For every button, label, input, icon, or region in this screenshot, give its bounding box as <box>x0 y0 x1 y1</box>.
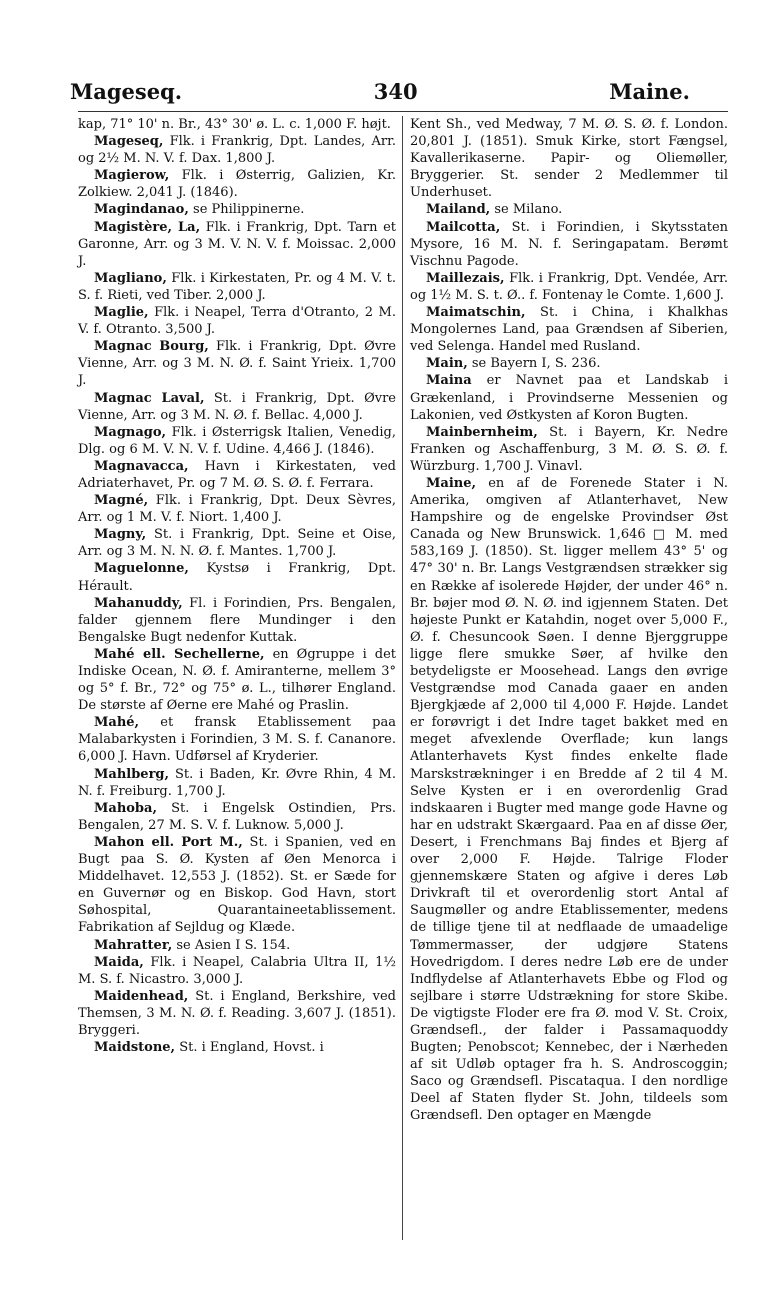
entry-headword: Mahé ell. Sechellerne, <box>94 646 265 662</box>
entry-text: et fransk Etablissement paa Malabarkysten i Forindien, 3 M. S. f. Cananore. 6,000 J. Havn. Udførsel af Kryderier. <box>78 715 396 765</box>
entry-headword: Mahé, <box>94 715 140 731</box>
entry-headword: Maina <box>426 373 472 389</box>
entry-text: St. i England, Berkshire, ved Themsen, 3 M. N. Ø. f. Reading. 3,607 J. (1851). Bryggeri. <box>78 988 397 1038</box>
entry-headword: Main, <box>426 356 468 372</box>
entry-headword: Maillezais, <box>426 270 505 286</box>
dictionary-entry <box>78 560 396 594</box>
entry-headword: Mahon ell. Port M., <box>94 834 243 850</box>
dictionary-entry <box>78 116 396 133</box>
entry-headword: Magierow, <box>94 168 170 184</box>
page-header <box>70 76 690 106</box>
entry-text: St. i England, Hovst. i <box>179 1040 324 1056</box>
entry-headword: Magnavacca, <box>94 458 189 474</box>
entry-headword: Magny, <box>94 527 147 543</box>
entry-text: St. i Baden, Kr. Øvre Rhin, 4 M. N. f. Freiburg. 1,700 J. <box>78 766 397 799</box>
entry-headword: Maguelonne, <box>94 561 189 577</box>
entry-text: Flk. i Frankrig, Dpt. Tarn et Garonne, Arr. og 3 M. V. N. V. f. Moissac. 2,000 J. <box>78 219 396 269</box>
dictionary-entry <box>78 954 396 988</box>
right-column <box>410 116 728 1125</box>
entry-text: se Asien I S. 154. <box>176 937 291 953</box>
column-divider <box>402 116 403 1240</box>
dictionary-entry <box>410 270 728 304</box>
entry-text: er Navnet paa et Landskab i Grækenland, i Provindserne Messenien og Lakonien, ved Østkysten af Koron Bugten. <box>410 373 728 423</box>
dictionary-entry <box>78 834 396 937</box>
entry-headword: Maidstone, <box>94 1040 176 1056</box>
entry-headword: Magindanao, <box>94 202 189 218</box>
dictionary-entry <box>78 424 396 458</box>
header-left-catchword: Mageseq. <box>70 78 183 104</box>
dictionary-entry <box>410 424 728 475</box>
entry-text: Flk. i Kirkestaten, Pr. og 4 M. V. t. S. f. Rieti, ved Tiber. 2,000 J. <box>78 270 396 303</box>
dictionary-entry <box>78 988 396 1039</box>
entry-text: Havn i Kirkestaten, ved Adriaterhavet, Pr. og 7 M. Ø. S. Ø. f. Ferrara. <box>78 458 396 491</box>
entry-headword: Mailand, <box>426 202 491 218</box>
entry-text: kap, 71° 10' n. Br., 43° 30' ø. L. c. 1,000 F. højt. <box>78 117 391 132</box>
entry-text: Flk. i Frankrig, Dpt. Deux Sèvres, Arr. og 1 M. V. f. Niort. 1,400 J. <box>78 493 396 526</box>
left-column <box>78 116 396 1056</box>
entry-text: Flk. i Neapel, Calabria Ultra II, 1½ M. S. f. Nicastro. 3,000 J. <box>78 954 396 987</box>
entry-headword: Maglie, <box>94 305 149 321</box>
entry-headword: Maimatschin, <box>426 305 526 321</box>
entry-headword: Magistère, La, <box>94 219 201 235</box>
entry-headword: Mahlberg, <box>94 766 170 782</box>
dictionary-entry <box>410 372 728 423</box>
entry-text: St. i Bayern, Kr. Nedre Franken og Aschaffenburg, 3 M. Ø. S. Ø. f. Würzburg. 1,700 J. Vinavl. <box>410 424 728 474</box>
dictionary-entry <box>78 304 396 338</box>
entry-headword: Magnago, <box>94 424 167 440</box>
dictionary-entry <box>78 270 396 304</box>
dictionary-entry <box>78 595 396 646</box>
entry-headword: Mahanuddy, <box>94 595 183 611</box>
entry-text: se Milano. <box>494 202 563 218</box>
dictionary-entry <box>78 338 396 389</box>
entry-headword: Magnac Laval, <box>94 390 205 406</box>
page-number: 340 <box>373 78 418 104</box>
entry-headword: Maine, <box>426 475 477 491</box>
entry-text: St. i Spanien, ved en Bugt paa S. Ø. Kysten af Øen Menorca i Middelhavet. 12,553 J. (1852). St. er Sæde for en Guvernør og en Biskop. God Havn, stort Søhospital, Quarantaineetablissement. Fabrikation af Sejldug og Klæde. <box>78 834 396 936</box>
dictionary-entry <box>78 766 396 800</box>
entry-text: se Philippinerne. <box>193 202 305 218</box>
dictionary-entry <box>78 937 396 954</box>
dictionary-entry <box>410 201 728 218</box>
dictionary-entry <box>410 219 728 270</box>
entry-text: St. i Frankrig, Dpt. Øvre Vienne, Arr. og 3 M. N. Ø. f. Bellac. 4,000 J. <box>78 390 396 423</box>
entry-text: en Øgruppe i det Indiske Ocean, N. Ø. f. Amiranterne, mellem 3° og 5° f. Br., 72° og 75° ø. L., tilhører England. De største af Øerne ere Mahé og Praslin. <box>78 646 396 714</box>
entry-headword: Magliano, <box>94 270 167 286</box>
entry-headword: Maida, <box>94 954 144 970</box>
header-right-catchword: Maine. <box>609 78 690 104</box>
dictionary-entry <box>410 355 728 372</box>
entry-text: Flk. i Østerrigsk Italien, Venedig, Dlg. og 6 M. V. N. V. f. Udine. 4,466 J. (1846). <box>78 424 397 457</box>
entry-text: Flk. i Frankrig, Dpt. Landes, Arr. og 2½ M. N. V. f. Dax. 1,800 J. <box>78 134 396 167</box>
dictionary-entry <box>78 526 396 560</box>
entry-headword: Magné, <box>94 493 149 509</box>
dictionary-entry <box>78 390 396 424</box>
dictionary-entry <box>78 167 396 201</box>
entry-headword: Mahratter, <box>94 937 173 953</box>
entry-text: Flk. i Østerrig, Galizien, Kr. Zolkiew. 2,041 J. (1846). <box>78 168 396 201</box>
dictionary-entry <box>78 646 396 714</box>
entry-text: Kent Sh., ved Medway, 7 M. Ø. S. Ø. f. London. 20,801 J. (1851). Smuk Kirke, stort Fængsel, Kavallerikaserne. Papir- og Oliemøller, Bryggerier. St. sender 2 Medlemmer til Underhuset. <box>410 117 728 201</box>
entry-text: Kystsø i Frankrig, Dpt. Hérault. <box>78 561 396 594</box>
entry-text: St. i Engelsk Ostindien, Prs. Bengalen, 27 M. S. V. f. Luknow. 5,000 J. <box>78 800 397 833</box>
dictionary-entry <box>78 1039 396 1056</box>
dictionary-entry <box>410 116 728 201</box>
entry-headword: Mailcotta, <box>426 219 501 235</box>
dictionary-entry <box>410 475 728 1125</box>
entry-text: se Bayern I, S. 236. <box>471 356 601 372</box>
entry-text: Flk. i Frankrig, Dpt. Øvre Vienne, Arr. og 3 M. N. Ø. f. Saint Yrieix. 1,700 J. <box>78 339 397 389</box>
dictionary-entry <box>78 133 396 167</box>
entry-headword: Maidenhead, <box>94 988 189 1004</box>
entry-headword: Mainbernheim, <box>426 424 538 440</box>
dictionary-entry <box>78 492 396 526</box>
dictionary-entry <box>78 219 396 270</box>
header-rule <box>78 111 728 112</box>
entry-headword: Mahoba, <box>94 800 157 816</box>
entry-text: Flk. i Frankrig, Dpt. Vendée, Arr. og 1½ M. S. t. Ø.. f. Fontenay le Comte. 1,600 J. <box>410 270 728 303</box>
entry-text: Fl. i Forindien, Prs. Bengalen, falder gjennem flere Mundinger i den Bengalske Bugt nedenfor Kuttak. <box>78 595 396 645</box>
dictionary-entry <box>78 800 396 834</box>
entry-text: St. i Forindien, i Skytsstaten Mysore, 16 M. N. f. Seringapatam. Berømt Vischnu Pagode. <box>410 219 729 269</box>
entry-headword: Mageseq, <box>94 134 164 150</box>
entry-text: St. i China, i Khalkhas Mongolernes Land, paa Grændsen af Siberien, ved Selenga. Handel med Rusland. <box>410 305 728 355</box>
dictionary-entry <box>78 714 396 765</box>
dictionary-entry <box>78 458 396 492</box>
entry-text: Flk. i Neapel, Terra d'Otranto, 2 M. V. f. Otranto. 3,500 J. <box>78 305 397 338</box>
entry-text: St. i Frankrig, Dpt. Seine et Oise, Arr. og 3 M. N. N. Ø. f. Mantes. 1,700 J. <box>78 527 396 560</box>
entry-headword: Magnac Bourg, <box>94 339 209 355</box>
dictionary-entry <box>78 201 396 218</box>
dictionary-entry <box>410 304 728 355</box>
entry-text: en af de Forenede Stater i N. Amerika, omgiven af Atlanterhavet, New Hampshire og de engelske Provindser Øst Canada og New Brunswick. 1,646 □ M. med 583,169 J. (1850). St. ligger mellem 43° 5' og 47° 30' n. Br. Langs Vestgrændsen strækker sig en Række af isolerede Højder, der under 46° n. Br. bøjer mod Ø. N. Ø. ind igjennem Staten. Det højeste Punkt er Katahdin, noget over 5,000 F., Ø. f. Chesuncook Søen. I denne Bjerggruppe ligge flere smukke Søer, af hvilke den betydeligste er Moosehead. Langs den øvrige Vestgrændse mod Canada gaaer en anden Bjergkjæde af 2,000 til 4,000 F. Højde. Landet er forøvrigt i det Indre taget bakket med en meget afvexlende Overflade; kun langs Atlanterhavets Kyst findes enkelte flade Marskstrækninger i en Bredde af 2 til 4 M. Selve Kysten er i en overordenlig Grad indskaaren i Bugter med mange gode Havne og har en udstrakt Skærgaard. Paa en af disse Øer, Desert, i Frenchmans Baj findes et Bjerg af over 2,000 F. Højde. Talrige Floder gjennemskære Staten og afgive i deres Løb Drivkraft til et overordenlig stort Antal af Saugmøller og andre Etablissementer, medens de tillige tjene til at nedflaade de umaadelige Tømmermasser, der udgjøre Statens Hovedrigdom. I deres nedre Løb ere de under Indflydelse af Atlanterhavets Ebbe og Flod og sejlbare i større Udstrækning for store Skibe. De vigtigste Floder ere fra Ø. mod V. St. Croix, Grændsefl., der falder i Passamaquoddy Bugten; Penobscot; Kennebec, der i Nærheden af sit Udløb optager fra h. S. Androscoggin; Saco og Grændsefl. Piscataqua. I den nordlige Deel af Staten flyder St. John, tildeels som Grændsefl. Den optager en Mængde <box>410 475 728 1124</box>
